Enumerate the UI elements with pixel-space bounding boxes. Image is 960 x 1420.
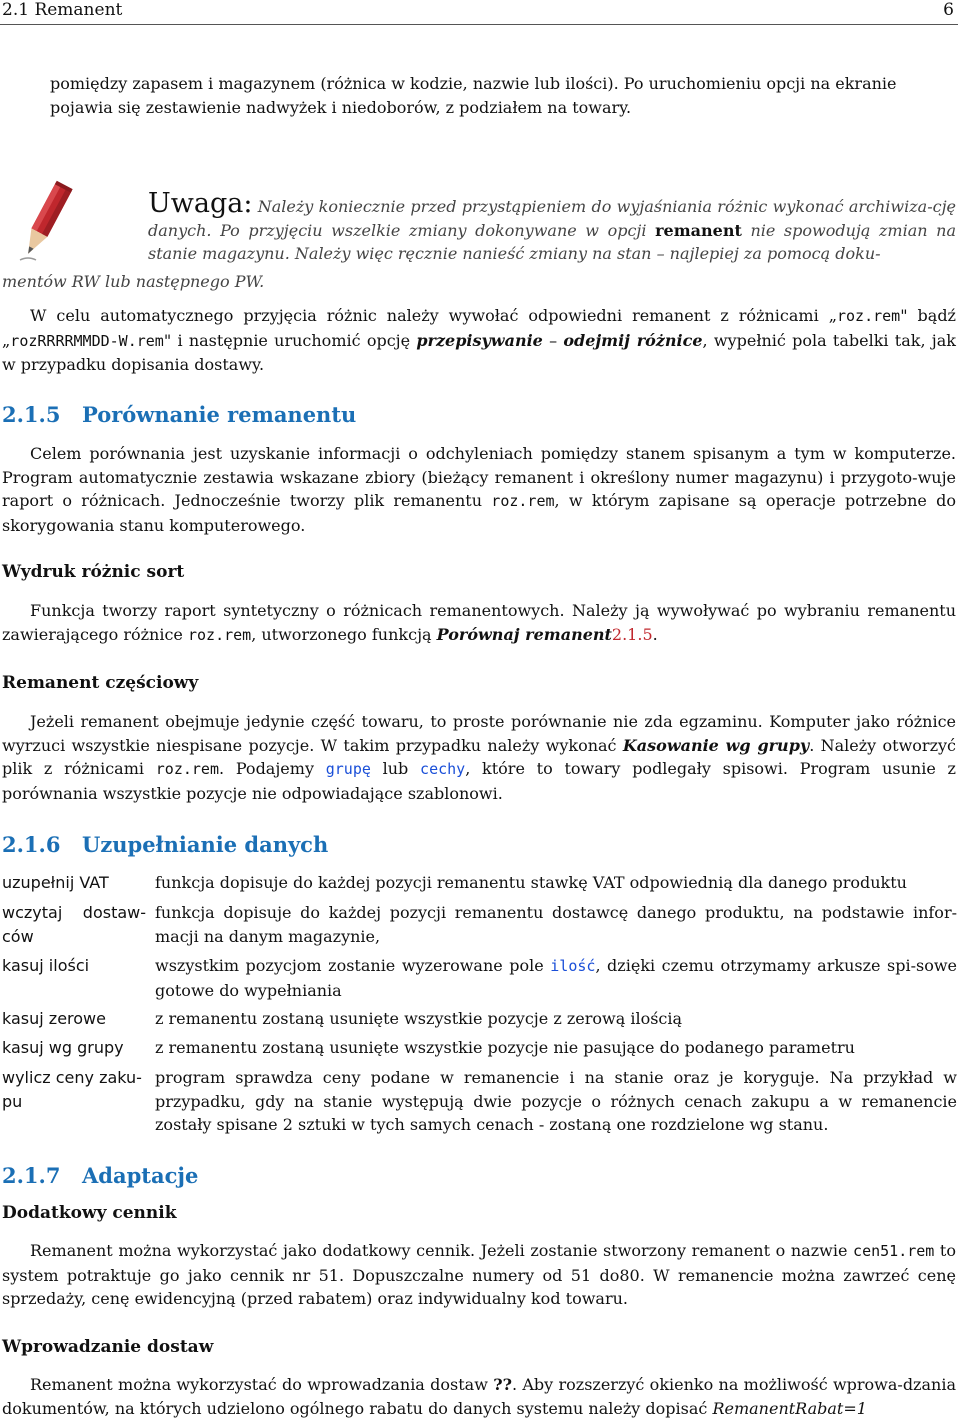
command-name: przepisywanie <box>416 330 543 350</box>
list-term: wylicz ceny zaku-pu <box>2 1068 142 1111</box>
list-term: kasuj ilości <box>2 956 90 975</box>
list-term: kasuj zerowe <box>2 1009 106 1028</box>
text: Jeżeli remanent obejmuje jedynie część towaru, to proste porównanie nie zda egzaminu. Komputer jako różnice wyrzuci wszystkie niespisane pozycje. W takim przypadku należy wykonać <box>2 712 956 755</box>
paragraph-wydruk <box>2 599 956 647</box>
list-definition: program sprawdza ceny podane w remanencie i na stanie oraz je koryguje. Na przykład w przypadku, gdy na stanie występują dwie pozycje o różnych cenach zakupu a w remanencie zostały spisane 2 sztuki w tych samych cenach - zostaną one rozdzielone wg stanu. <box>155 1068 957 1134</box>
code-filename: roz.rem <box>836 307 901 325</box>
command-name: odejmij różnice <box>563 330 703 350</box>
text: lub <box>370 759 421 778</box>
quote-open: „ <box>2 330 11 350</box>
command-name: Porównaj remanent <box>436 624 612 644</box>
config-parameter: RemanentRabat=1 <box>712 1398 867 1418</box>
unresolved-reference: ?? <box>493 1375 512 1394</box>
list-term: kasuj wg grupy <box>2 1038 124 1057</box>
text: Remanent można wykorzystać do wprowadzania dostaw <box>30 1375 494 1394</box>
field-name: cechy <box>420 760 466 778</box>
quote-open: „ <box>828 306 837 325</box>
list-definition: funkcja dopisuje do każdej pozycji remanentu dostawcę danego produktu, na podstawie infor-macji na danym magazynie, <box>155 903 957 946</box>
list-definition: funkcja dopisuje do każdej pozycji remanentu stawkę VAT odpowiednią dla danego produktu <box>155 873 907 892</box>
paragraph-dostawy <box>2 1373 956 1420</box>
text: . <box>652 624 658 644</box>
section-heading-2-1-6 <box>2 832 328 857</box>
section-title: Uzupełnianie danych <box>82 832 329 857</box>
code-filename: rozRRRRMMDD-W.rem <box>10 331 164 350</box>
note-tail: mentów RW lub następnego PW. <box>2 272 265 291</box>
text: , utworzonego funkcją <box>251 624 437 644</box>
command-name: Kasowanie wg grupy <box>622 735 810 755</box>
section-title: Porównanie remanentu <box>82 402 357 427</box>
field-name: ilość <box>550 957 596 975</box>
text: Remanent można wykorzystać jako dodatkowy cennik. Jeżeli zostanie stworzony remanent o nazwie <box>30 1241 854 1260</box>
text: i następnie uruchomić opcję <box>171 330 417 350</box>
text: , wypełnić pola tabelki tak, jak w przypadku dopisania dostawy. <box>2 330 956 374</box>
section-heading-2-1-7 <box>2 1163 198 1188</box>
paragraph-cennik <box>2 1239 956 1311</box>
quote-close: " <box>163 330 172 350</box>
field-name: grupę <box>325 760 371 778</box>
text: to system potraktuje go jako cennik nr 51. Dopuszczalne numery od 51 do80. W remanencie można zawrzeć cenę sprzedaży, cenę ewidencyjną (przed rabatem) oraz indywidualny kod towaru. <box>2 1241 956 1308</box>
list-definition: z remanentu zostaną usunięte wszystkie pozycje nie pasujące do podanego parametru <box>155 1038 855 1057</box>
text: , które to towary podlegały spisowi. Program usunie z porównania wszystkie pozycje nie odpowiadające szablonowi. <box>2 759 956 803</box>
section-number: 2.1.7 <box>2 1163 61 1188</box>
text: . Aby rozszerzyć okienko na możliwość wprowa-dzania dokumentów, na których udzielono ogólnego rabatu do danych systemu należy dopisać <box>2 1375 956 1418</box>
text: Celem porównania jest uzyskanie informacji o odchyleniach pomiędzy stanem spisanym a tym w komputerze. Program automatycznie zestawia wskazane zbiory (bieżący remanent i określony numer magazynu) i przygoto-wuje raport o różnicach. Jednocześnie tworzy plik remanentu <box>2 444 956 510</box>
page-number: 6 <box>943 0 954 20</box>
running-header <box>0 0 958 25</box>
text: . Podajemy <box>218 759 326 778</box>
paragraph-w-celu <box>2 304 956 377</box>
list-definition <box>155 954 957 1002</box>
text: , w którym zapisane są operacje potrzebne do skorygowania stanu komputerowego. <box>2 491 957 535</box>
text: . Należy otworzyć plik z różnicami <box>2 735 957 778</box>
paragraph-czesciowy <box>2 710 956 805</box>
note-box <box>148 188 956 266</box>
section-number: 2.1.6 <box>2 832 61 857</box>
text: , dzięki czemu otrzymamy arkusze spi-sowe gotowe do wypełniania <box>155 956 958 1000</box>
section-heading-2-1-5 <box>2 402 356 427</box>
intro-line-1: pomiędzy zapasem i magazynem (różnica w kodzie, nazwie lub ilości). Po uruchomieniu opcji na ekranie <box>50 74 897 93</box>
note-bold-term: remanent <box>655 220 742 240</box>
text: W celu automatycznego przyjęcia różnic należy wywołać odpowiedni remanent z różnicami <box>30 306 829 325</box>
list-term: wczytaj dostaw-ców <box>2 903 146 946</box>
subheading-dostawy: Wprowadzanie dostaw <box>2 1337 214 1357</box>
text: " bądź <box>900 306 956 325</box>
code-filename: roz.rem <box>491 492 555 510</box>
text: – <box>542 330 564 350</box>
list-definition: z remanentu zostaną usunięte wszystkie pozycje z zerową ilością <box>155 1009 683 1028</box>
section-reference-link[interactable]: 2.1.5 <box>611 624 653 644</box>
section-title: Adaptacje <box>82 1163 199 1188</box>
paragraph-porownanie <box>2 442 956 537</box>
intro-paragraph <box>50 72 956 119</box>
code-filename: cen51.rem <box>853 1242 935 1260</box>
pencil-icon <box>14 180 76 264</box>
note-label: Uwaga: <box>148 188 253 219</box>
header-section: 2.1 Remanent <box>2 0 123 20</box>
section-number: 2.1.5 <box>2 402 61 427</box>
subheading-wydruk: Wydruk różnic sort <box>2 562 185 582</box>
intro-line-2: pojawia się zestawienie nadwyżek i niedoborów, z podziałem na towary. <box>50 97 632 117</box>
text: Funkcja tworzy raport syntetyczny o różnicach remanentowych. Należy ją wywoływać po wybraniu remanentu zawierającego różnice <box>2 601 956 644</box>
subheading-cennik: Dodatkowy cennik <box>2 1203 177 1223</box>
note-text-1: Należy koniecznie przed przystąpieniem do wyjaśniania różnic wykonać archiwiza-cję danych. Po przyjęciu wszelkie zmiany dokonywane w opcji <box>148 197 956 240</box>
code-filename: roz.rem <box>155 760 219 778</box>
note-text-2: nie spowodują zmian na stanie magazynu. Należy więc ręcznie nanieść zmiany na stan – najlepiej za pomocą doku- <box>148 220 956 263</box>
text: wszystkim pozycjom zostanie wyzerowane pole <box>155 956 551 975</box>
subheading-czesciowy: Remanent częściowy <box>2 673 199 693</box>
code-filename: roz.rem <box>187 625 252 644</box>
list-term: uzupełnij VAT <box>2 873 109 892</box>
